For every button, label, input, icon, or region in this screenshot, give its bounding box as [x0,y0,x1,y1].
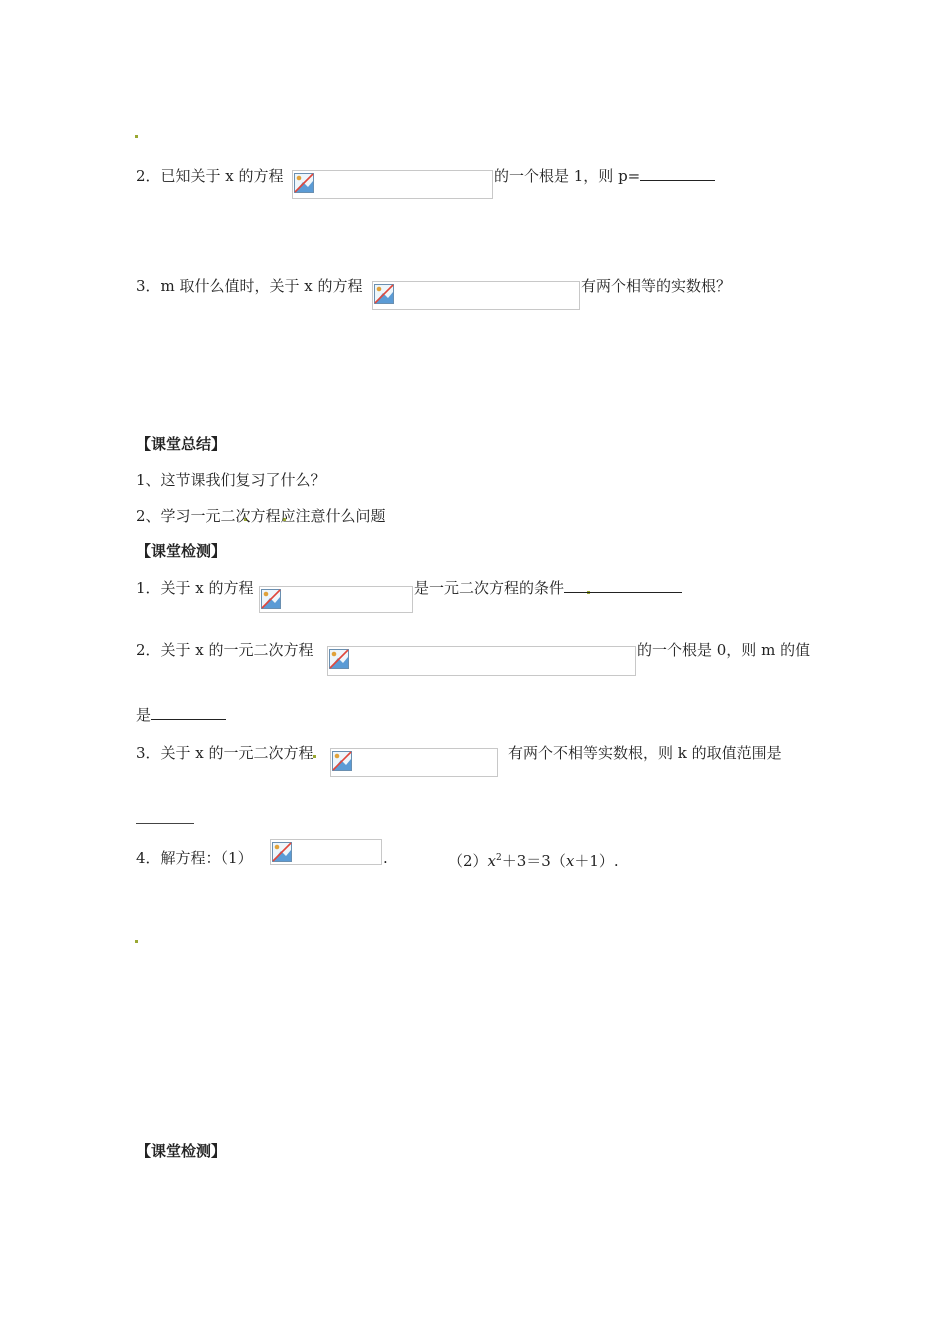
equation-end: ＋1）. [574,852,619,870]
variable-x: x [487,852,497,870]
summary-item-2: 2、学习一元二次方程应注意什么问题 [136,507,386,525]
answer-blank [564,578,682,593]
broken-image-icon [329,649,349,669]
broken-equation-image [259,586,413,613]
question-text: 是 [136,706,152,724]
check-heading: 【课堂检测】 [136,542,227,560]
equation-middle: ＋3＝3（ [501,852,566,870]
check-question-4-part2 [448,848,619,871]
check-question-4 [136,848,253,868]
variable-x: x [565,852,575,870]
check-question-2-cont [136,705,226,725]
question-text: 4．解方程：（1） [136,849,253,867]
check-question-3-tail [508,743,782,763]
broken-image-icon [374,284,394,304]
summary-item-1: 1、这节课我们复习了什么？ [136,471,326,489]
question-text: 2．关于 x 的一元二次方程 [136,641,314,659]
decorative-dot [135,940,138,943]
broken-image-icon [332,751,352,771]
check-question-2-tail [637,640,810,660]
question-3-top [136,276,363,296]
question-text: 有两个不相等实数根，则 k 的取值范围是 [508,744,782,762]
broken-equation-image [330,748,498,777]
question-text: 的一个根是 1，则 p= [494,167,641,185]
check-question-3 [136,743,314,763]
question-2-top-tail [494,166,715,186]
summary-heading: 【课堂总结】 [136,435,227,453]
check-question-4-dot: . [383,849,388,867]
question-2-top [136,166,284,186]
question-text: 有两个相等的实数根？ [581,277,732,295]
question-text: 是一元二次方程的条件 [414,579,565,597]
check-question-1-tail [414,578,682,598]
decorative-dot [135,135,138,138]
broken-image-icon [261,589,281,609]
check-question-1 [136,578,254,598]
question-text: 3．m 取什么值时，关于 x 的方程 [136,277,363,295]
broken-equation-image [292,170,493,199]
question-text: 1．关于 x 的方程 [136,579,254,597]
part-label: （2） [448,852,488,870]
question-text: 2．已知关于 x 的方程 [136,167,284,185]
answer-blank [640,166,715,181]
broken-image-icon [272,842,292,862]
broken-equation-image [327,646,636,676]
question-text: 3．关于 x 的一元二次方程 [136,744,314,762]
broken-image-icon [294,173,314,193]
broken-equation-image [372,281,580,310]
answer-blank [151,705,226,720]
question-text: 的一个根是 0，则 m 的值 [637,641,811,659]
answer-blank [136,823,194,824]
question-3-top-tail [581,276,731,296]
broken-equation-image [270,839,382,865]
check-question-2 [136,640,314,660]
check-heading-bottom: 【课堂检测】 [136,1142,227,1160]
exponent: 2 [496,853,502,863]
